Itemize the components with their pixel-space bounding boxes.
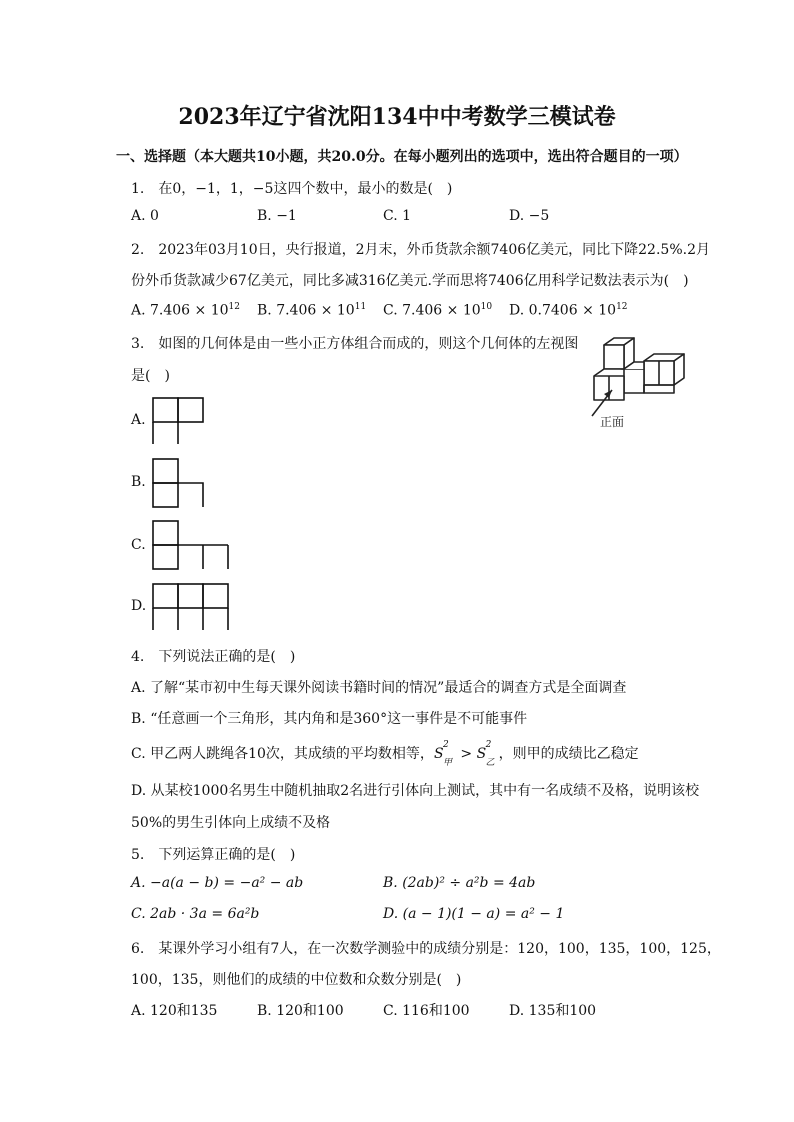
q2-stem-line1: 2. 2023年03月10日，央行报道，2月末，外币货款余额7406亿美元，同比下降22.5%.2月 — [131, 242, 710, 258]
q6-stem-line2: 100，135，则他们的成绩的中位数和众数分别是( ) — [131, 972, 462, 988]
q3-figure-c — [151, 519, 231, 571]
section-heading: 一、选择题（本大题共10小题，共20.0分。在每小题列出的选项中，选出符合题目的一项） — [116, 149, 688, 165]
q4-option-b: B. “任意画一个三角形，其内角和是360°这一事件是不可能事件 — [131, 711, 528, 727]
q3-option-a: A. — [131, 412, 146, 428]
q5-option-a: A. −a(a − b) = −a² − ab — [131, 875, 304, 891]
q2-option-b: B. $7.406 \times 10^{11}$ — [257, 302, 367, 319]
page-title: 2023年辽宁省沈阳134中中考数学三模试卷 — [178, 104, 616, 130]
q3-figure-a — [151, 396, 207, 446]
front-label: 正面 — [600, 415, 625, 429]
q4-stem: 4. 下列说法正确的是( ) — [131, 649, 296, 665]
q3-stem-line1: 3. 如图的几何体是由一些小正方体组合而成的，则这个几何体的左视图 — [131, 336, 579, 352]
q3-stem-line2: 是( ) — [131, 368, 170, 384]
q1-option-c: C. 1 — [383, 208, 412, 224]
q3-option-c: C. — [131, 537, 146, 553]
q5-option-d: D. (a − 1)(1 − a) = a² − 1 — [383, 906, 565, 922]
q6-option-c: C. 116和100 — [383, 1003, 470, 1019]
q1-stem: 1. 在0，−1，1，−5这四个数中，最小的数是( ) — [131, 181, 453, 197]
q2-option-a: A. $7.406 \times 10^{12}$ — [131, 302, 240, 319]
q3-option-b: B. — [131, 474, 146, 490]
q5-stem: 5. 下列运算正确的是( ) — [131, 847, 296, 863]
q4-option-d-line1: D. 从某校1000名男生中随机抽取2名进行引体向上测试，其中有一名成绩不及格，说明该校 — [131, 783, 700, 799]
q3-figure-b — [151, 457, 207, 509]
q1-option-d: D. −5 — [509, 208, 550, 224]
q1-option-b: B. −1 — [257, 208, 297, 224]
q6-option-b: B. 120和100 — [257, 1003, 344, 1019]
q5-option-c: C. 2ab · 3a = 6a²b — [131, 906, 260, 922]
q3-option-d: D. — [131, 598, 147, 614]
q6-option-d: D. 135和100 — [509, 1003, 597, 1019]
q3-figure-d — [151, 582, 231, 634]
q4-option-d-line2: 50%的男生引体向上成绩不及格 — [131, 815, 331, 831]
q4-option-c: C. 甲乙两人跳绳各10次，其成绩的平均数相等，S 2 甲 > S 2 乙 ，则甲的成绩比乙稳定 — [131, 740, 639, 768]
q4-option-a: A. 了解“某市初中生每天课外阅读书籍时间的情况”最适合的调查方式是全面调查 — [131, 680, 627, 696]
q1-option-a: A. 0 — [131, 208, 159, 224]
q6-option-a: A. 120和135 — [131, 1003, 218, 1019]
cube-solid-figure — [582, 330, 694, 430]
q2-option-c: C. $7.406 \times 10^{10}$ — [383, 302, 493, 319]
q2-option-d: D. $0.7406 \times 10^{12}$ — [509, 302, 628, 319]
q5-option-b: B. (2ab)² ÷ a²b = 4ab — [383, 875, 536, 891]
q2-stem-line2: 份外币货款减少67亿美元，同比多减316亿美元.学而思将7406亿用科学记数法表示为( ) — [131, 273, 689, 289]
q6-stem-line1: 6. 某课外学习小组有7人，在一次数学测验中的成绩分别是：120，100，135，100，125， — [131, 941, 721, 957]
